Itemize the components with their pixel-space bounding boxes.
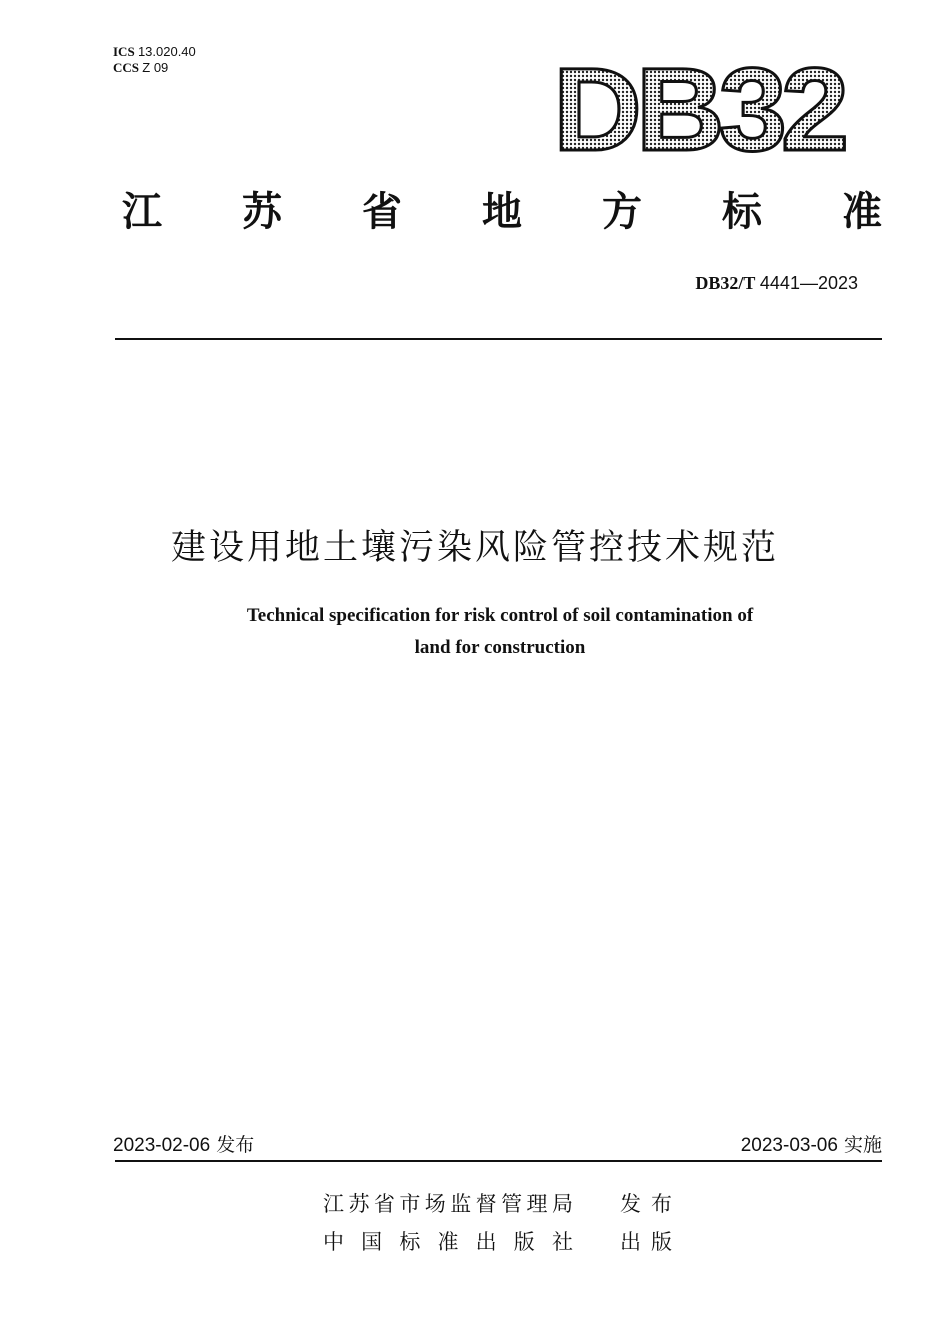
press-organization [323, 1226, 573, 1256]
publisher-char: 省 [373, 1192, 395, 1216]
publisher-char: 场 [424, 1192, 446, 1216]
bottom-divider [115, 1160, 882, 1162]
role-char: 出 [620, 1230, 641, 1254]
standard-type-char: 地 [482, 189, 522, 235]
publisher-char: 理 [526, 1192, 548, 1216]
press-char: 准 [437, 1230, 459, 1254]
implementation-date-label: 实施 [843, 1134, 882, 1156]
ics-value: 13.020.40 [137, 44, 196, 59]
standard-number-value: 4441—2023 [759, 273, 858, 293]
standard-type-char: 方 [602, 189, 642, 235]
press-line [323, 1226, 703, 1256]
english-title-line: Technical specification for risk control of soil contamination of [246, 605, 754, 626]
role-char: 布 [651, 1192, 672, 1216]
issue-date-value: 2023-02-06 [113, 1135, 211, 1156]
ccs-line [113, 60, 196, 76]
publisher-char: 督 [475, 1192, 497, 1216]
publisher-char: 苏 [348, 1192, 370, 1216]
press-char: 出 [475, 1230, 497, 1254]
standard-number-prefix: DB32/T [695, 273, 756, 293]
document-title-english [150, 600, 850, 664]
standard-type-heading [122, 180, 882, 236]
standard-type-char: 准 [842, 189, 882, 235]
role-char: 版 [651, 1230, 672, 1254]
publisher-char: 管 [501, 1192, 523, 1216]
ccs-label: CCS [113, 60, 140, 75]
publisher-char: 监 [450, 1192, 472, 1216]
ccs-value: Z 09 [142, 60, 169, 75]
press-char: 标 [399, 1230, 421, 1254]
publisher-char: 市 [399, 1192, 421, 1216]
publisher-role [620, 1188, 672, 1218]
standard-number [695, 273, 858, 294]
implementation-date-value: 2023-03-06 [740, 1135, 838, 1156]
publisher-organization [323, 1188, 573, 1218]
db32-logo-graphic [553, 42, 853, 162]
standard-type-char: 苏 [242, 189, 282, 235]
press-char: 版 [513, 1230, 535, 1254]
issue-date [113, 1130, 254, 1157]
standard-type-char: 省 [362, 189, 402, 235]
publisher-char: 江 [323, 1192, 344, 1216]
issue-date-label: 发布 [216, 1134, 255, 1156]
implementation-date [741, 1130, 882, 1157]
press-char: 中 [323, 1230, 344, 1254]
ics-label: ICS [113, 44, 135, 59]
standard-type-char: 标 [722, 189, 762, 235]
press-char: 社 [551, 1230, 573, 1254]
press-role [620, 1226, 672, 1256]
publisher-line [323, 1188, 703, 1218]
svg-text:DB32: DB32 [553, 44, 845, 162]
publisher-char: 局 [551, 1192, 573, 1216]
db32-logo [553, 42, 853, 162]
document-title-chinese: 建设用地土壤污染风险管控技术规范 [170, 528, 779, 568]
english-title-line: land for construction [414, 637, 586, 658]
role-char: 发 [620, 1192, 641, 1216]
top-divider [115, 338, 882, 340]
press-char: 国 [361, 1230, 383, 1254]
standard-type-char: 江 [122, 189, 162, 235]
ics-line [113, 44, 196, 60]
classification-codes [113, 44, 196, 76]
